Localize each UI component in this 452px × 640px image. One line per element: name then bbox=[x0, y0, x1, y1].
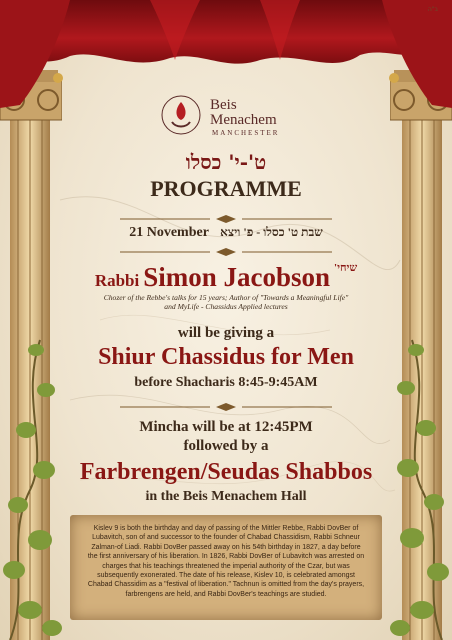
ornament-divider bbox=[120, 247, 332, 257]
shiur-title: Shiur Chassidus for Men bbox=[98, 344, 354, 370]
info-scroll bbox=[70, 515, 382, 620]
speaker-title: Rabbi bbox=[94, 271, 140, 290]
logo-emblem-icon bbox=[160, 94, 202, 136]
farbrengen-location: in the Beis Menachem Hall bbox=[145, 489, 307, 504]
logo-name bbox=[210, 98, 277, 128]
right-ivy-vine bbox=[382, 310, 452, 640]
mincha-info bbox=[60, 418, 392, 456]
ornament-divider bbox=[120, 214, 332, 224]
mincha-line2: followed by a bbox=[183, 438, 269, 454]
shiur-time: before Shacharis 8:45-9:45AM bbox=[134, 375, 318, 390]
mincha-line1: Mincha will be at 12:45PM bbox=[139, 419, 313, 435]
speaker-description-line1: Chozer of the Rebbe's talks for 15 years; Author of "Towards a Meaningful Life" bbox=[103, 293, 349, 302]
farbrengen-title: Farbrengen/Seudas Shabbos bbox=[79, 459, 373, 485]
beis-menachem-logo bbox=[160, 94, 310, 144]
corner-mark: ב"ה bbox=[427, 6, 438, 13]
logo-name-line1: Beis bbox=[210, 97, 237, 113]
hebrew-date-heading: ט'-י' כסלו bbox=[185, 150, 267, 174]
date-english: 21 November bbox=[129, 225, 209, 240]
logo-city: MANCHESTER bbox=[212, 129, 280, 137]
programme-title: PROGRAMME bbox=[150, 176, 302, 201]
info-text: Kislev 9 is both the birthday and day of passing of the Mittler Rebbe, Rabbi DovBer of Lubavitch, son of and successor to the founder of Chabad Chassidism, Rabbi Schneur Zalman-of Liadi. Rabbi DovBer passed away on his 54th birthday in 1827, a day before the first anniversary of his liberation. In 1826, Rabbi DovBer of Lubavitch was arrested on charges that his teachings threatened the imperial authority of the Czar, but was subsequently exonerated. The date of his release, Kislev 10, is celebrated amongst Chabad Chassidim as a "festival of liberation." Tachnun is omitted from the day's prayers, farbrengens are held, and Rabbi DovBer's teachings are studied. bbox=[87, 525, 365, 598]
speaker-suffix: שיחי' bbox=[334, 262, 358, 274]
logo-name-line2: Menachem bbox=[210, 112, 277, 128]
speaker-name bbox=[60, 262, 392, 293]
ornament-divider bbox=[120, 402, 332, 412]
speaker-full-name: Simon Jacobson bbox=[143, 262, 331, 292]
date-line bbox=[60, 225, 392, 241]
speaker-description-line2: and MyLife - Chassidus Applied lectures bbox=[164, 302, 288, 311]
shiur-intro: will be giving a bbox=[177, 325, 275, 341]
date-hebrew: שבת ט' כסלו - פ' ויצא bbox=[220, 225, 323, 239]
speaker-description bbox=[60, 293, 392, 311]
